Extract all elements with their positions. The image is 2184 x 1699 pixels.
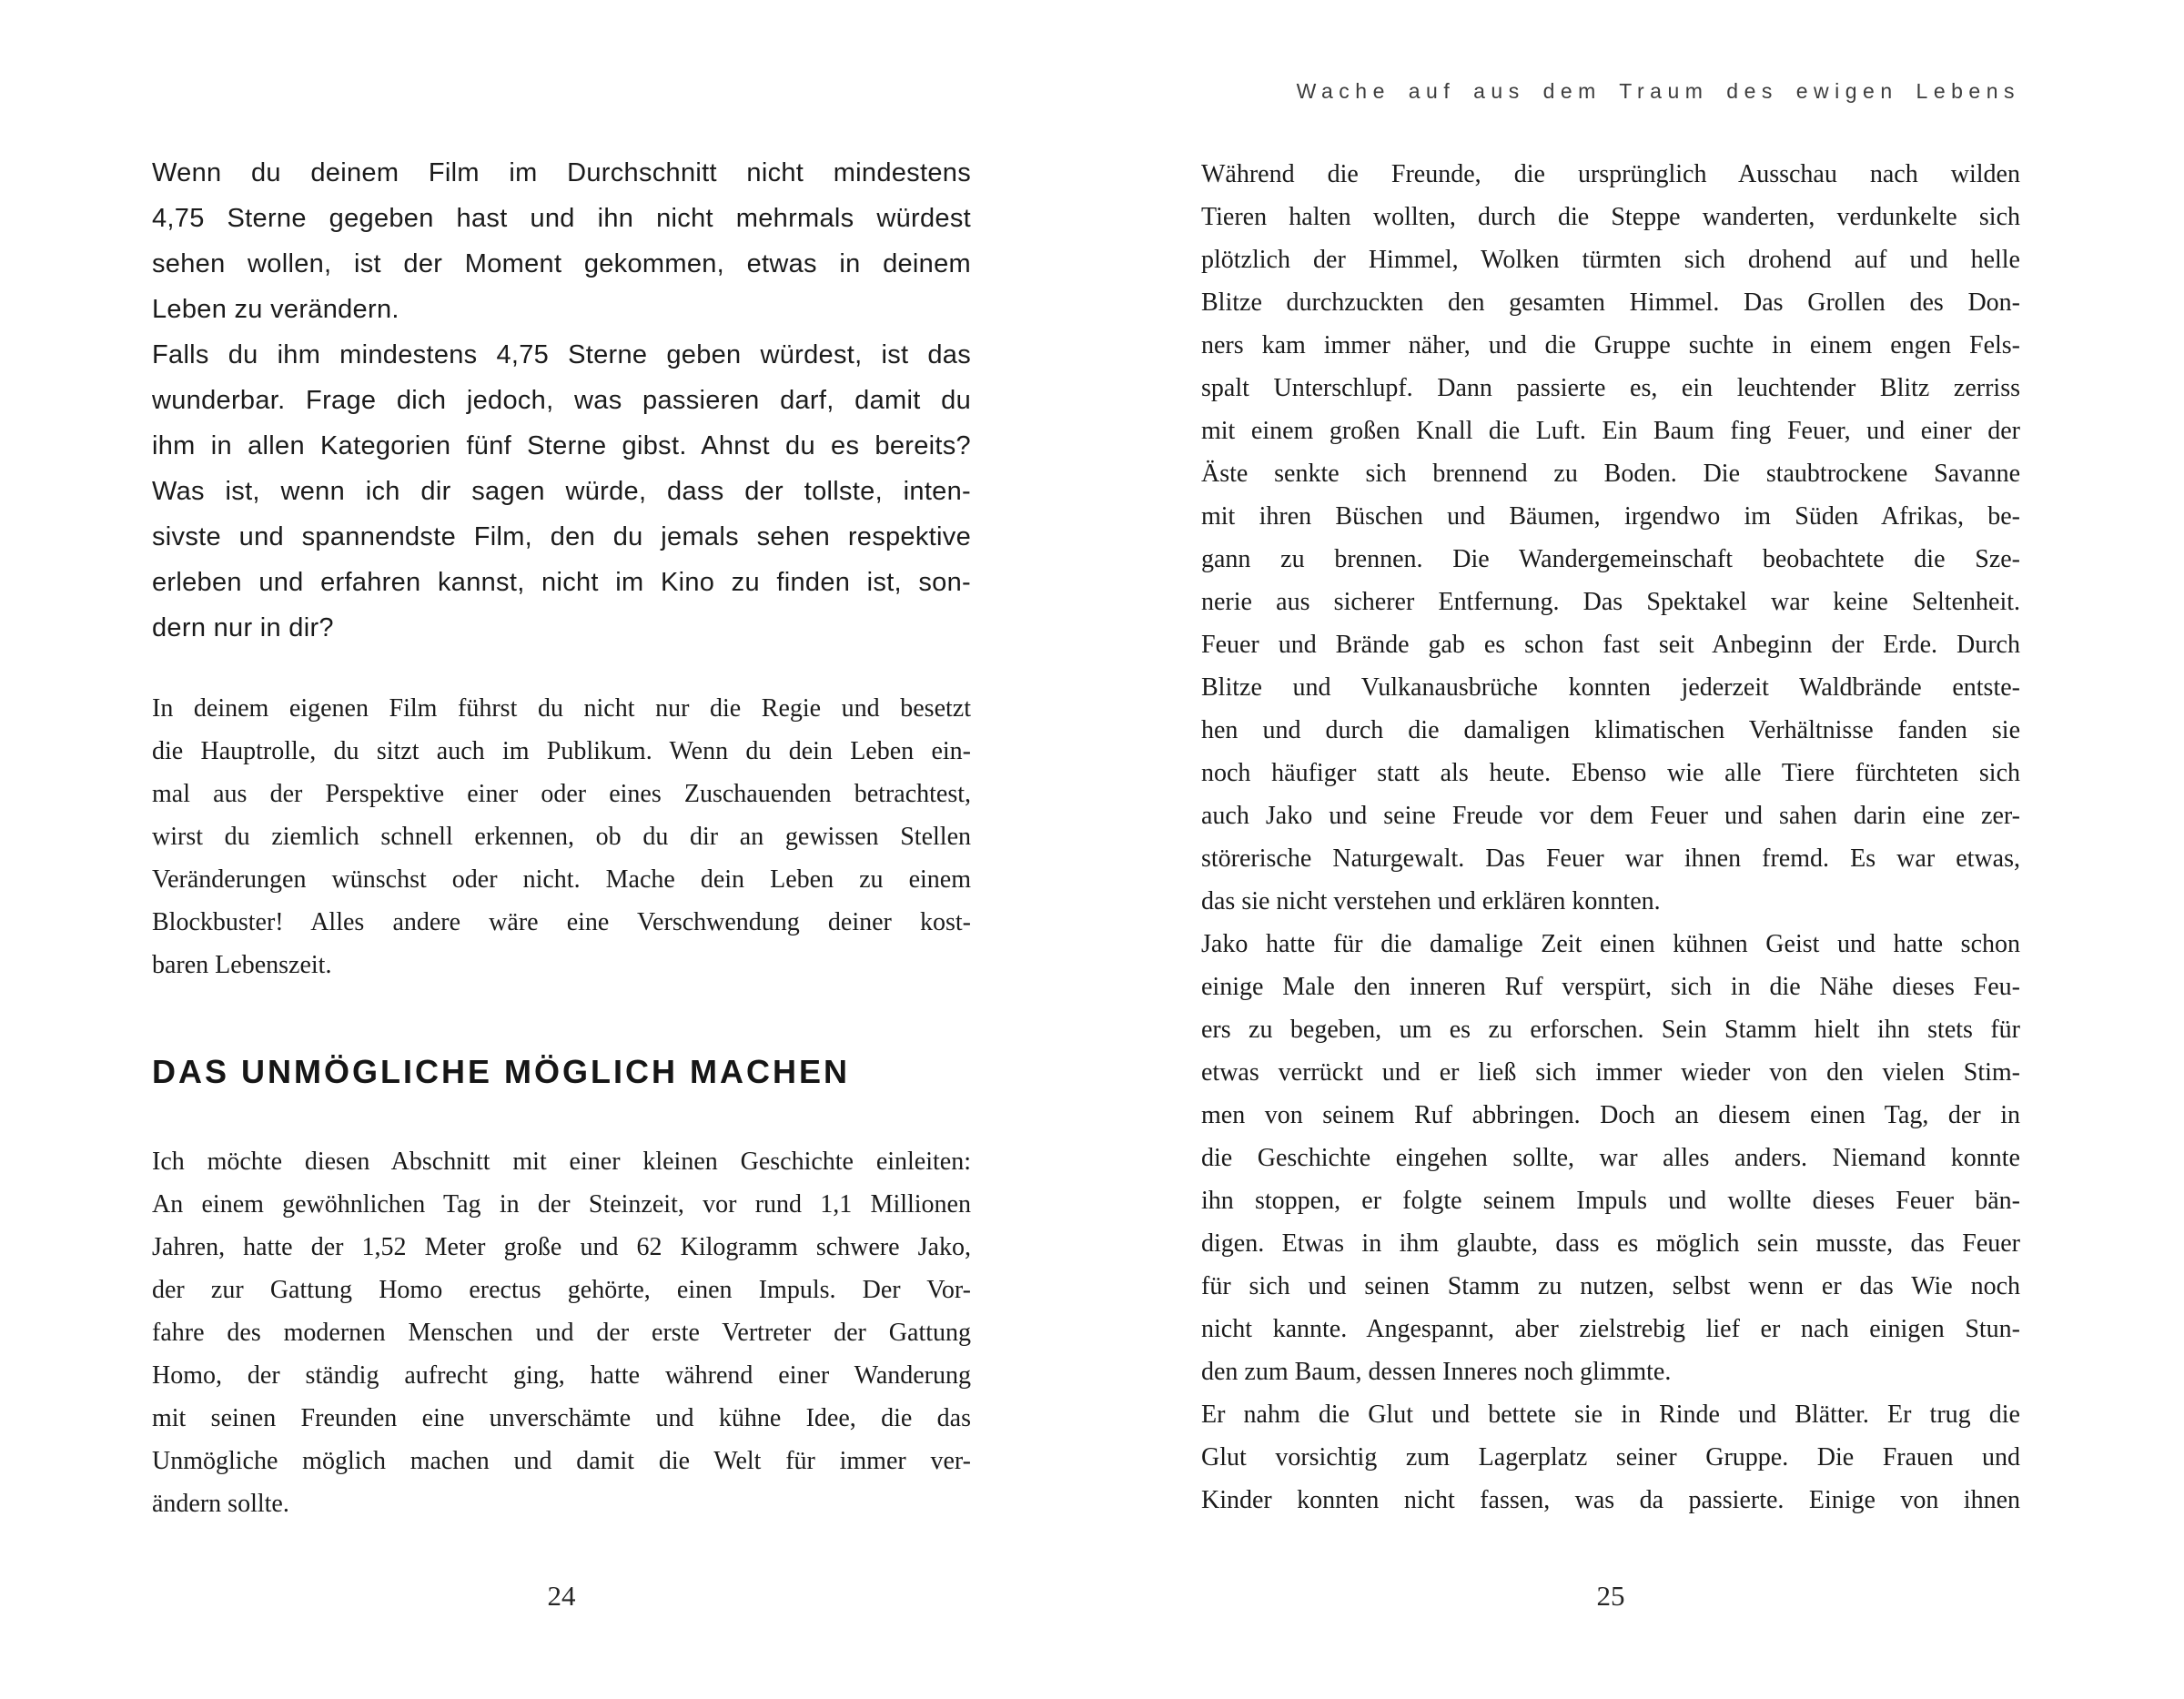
right-page-text-column (1201, 153, 2020, 1522)
text-line: Wenn du deinem Film im Durchschnitt nicht mindestens (152, 158, 971, 187)
text-line: ihn stoppen, er folgte seinem Impuls und wollte dieses Feuer bän- (1201, 1187, 2020, 1215)
text-line: Veränderungen wünschst oder nicht. Mache dein Leben zu einem (152, 865, 971, 894)
running-header: Wache auf aus dem Traum des ewigen Lebens (1296, 79, 2020, 103)
text-line: Unmögliche möglich machen und damit die Welt für immer ver- (152, 1447, 971, 1475)
text-line: die Hauptrolle, du sitzt auch im Publikum. Wenn du dein Leben ein- (152, 737, 971, 765)
text-line: men von seinem Ruf abbringen. Doch an diesem einen Tag, der in (1201, 1101, 2020, 1129)
paragraph-story-intro (152, 1140, 971, 1525)
text-line: gann zu brennen. Die Wandergemeinschaft beobachtete die Sze- (1201, 545, 2020, 573)
text-line: das sie nicht verstehen und erklären konnten. (1201, 887, 1661, 915)
text-line: sehen wollen, ist der Moment gekommen, etwas in deinem (152, 249, 971, 278)
text-line: Blitze und Vulkanausbrüche konnten jederzeit Waldbrände entste- (1201, 673, 2020, 702)
text-line: Während die Freunde, die ursprünglich Ausschau nach wilden (1201, 160, 2020, 188)
text-line: ers zu begeben, um es zu erforschen. Sein Stamm hielt ihn stets für (1201, 1016, 2020, 1044)
text-line: Blitze durchzuckten den gesamten Himmel. Das Grollen des Don- (1201, 288, 2020, 317)
body-text (1201, 153, 2020, 1522)
text-line: Feuer und Brände gab es schon fast seit Anbeginn der Erde. Durch (1201, 631, 2020, 659)
text-line: etwas verrückt und er ließ sich immer wieder von den vielen Stim- (1201, 1058, 2020, 1087)
text-line: hen und durch die damaligen klimatischen Verhältnisse fanden sie (1201, 716, 2020, 744)
text-line: Jako hatte für die damalige Zeit einen kühnen Geist und hatte schon (1201, 930, 2020, 958)
text-line: nicht kannte. Angespannt, aber zielstrebig lief er nach einigen Stun- (1201, 1315, 2020, 1343)
text-line: wunderbar. Frage dich jedoch, was passieren darf, damit du (152, 386, 971, 415)
text-line: einige Male den inneren Ruf verspürt, sich in die Nähe dieses Feu- (1201, 973, 2020, 1001)
text-line: In deinem eigenen Film führst du nicht nur die Regie und besetzt (152, 694, 971, 723)
text-line: 4,75 Sterne gegeben hast und ihn nicht mehrmals würdest (152, 204, 971, 233)
text-line: mit einem großen Knall die Luft. Ein Baum fing Feuer, und einer der (1201, 417, 2020, 445)
text-line: störerische Naturgewalt. Das Feuer war ihnen fremd. Es war etwas, (1201, 844, 2020, 873)
text-line: An einem gewöhnlichen Tag in der Steinzeit, vor rund 1,1 Millionen (152, 1190, 971, 1219)
text-line: spalt Unterschlupf. Dann passierte es, ein leuchtender Blitz zerriss (1201, 374, 2020, 402)
text-line: mit ihren Büschen und Bäumen, irgendwo im Süden Afrikas, be- (1201, 502, 2020, 531)
text-line: plötzlich der Himmel, Wolken türmten sich drohend auf und helle (1201, 246, 2020, 274)
text-line: die Geschichte eingehen sollte, war alles anders. Niemand konnte (1201, 1144, 2020, 1172)
text-line: noch häufiger statt als heute. Ebenso wie alle Tiere fürchteten sich (1201, 759, 2020, 787)
text-line: baren Lebenszeit. (152, 951, 332, 979)
page-number-right: 25 (1596, 1580, 1625, 1612)
text-line: mit seinen Freunden eine unverschämte und kühne Idee, die das (152, 1404, 971, 1432)
text-line: Homo, der ständig aufrecht ging, hatte während einer Wanderung (152, 1361, 971, 1390)
text-line: für sich und seinen Stamm zu nutzen, selbst wenn er das Wie noch (1201, 1272, 2020, 1300)
text-line: Glut vorsichtig zum Lagerplatz seiner Gruppe. Die Frauen und (1201, 1443, 2020, 1471)
text-line: der zur Gattung Homo erectus gehörte, einen Impuls. Der Vor- (152, 1276, 971, 1304)
text-line: nerie aus sicherer Entfernung. Das Spektakel war keine Seltenheit. (1201, 588, 2020, 616)
text-line: Blockbuster! Alles andere wäre eine Verschwendung deiner kost- (152, 908, 971, 936)
text-line: mal aus der Perspektive einer oder eines Zuschauenden betrachtest, (152, 780, 971, 808)
text-line: den zum Baum, dessen Inneres noch glimmte. (1201, 1358, 1672, 1386)
text-line: wirst du ziemlich schnell erkennen, ob du dir an gewissen Stellen (152, 823, 971, 851)
text-line: Ich möchte diesen Abschnitt mit einer kleinen Geschichte einleiten: (152, 1148, 971, 1176)
text-line: Falls du ihm mindestens 4,75 Sterne geben würdest, ist das (152, 340, 971, 369)
text-line: Was ist, wenn ich dir sagen würde, dass der tollste, inten- (152, 477, 971, 506)
text-line: Tieren halten wollten, durch die Steppe wanderten, verdunkelte sich (1201, 203, 2020, 231)
paragraph-own-film (152, 687, 971, 986)
text-line: dern nur in dir? (152, 613, 334, 642)
text-line: auch Jako und seine Freude vor dem Feuer und sahen darin eine zer- (1201, 802, 2020, 830)
text-line: ihm in allen Kategorien fünf Sterne gibst. Ahnst du es bereits? (152, 431, 971, 460)
text-line: ändern sollte. (152, 1490, 289, 1518)
text-line: Leben zu verändern. (152, 295, 399, 324)
text-line: Äste senkte sich brennend zu Boden. Die staubtrockene Savanne (1201, 460, 2020, 488)
text-line: Er nahm die Glut und bettete sie in Rinde und Blätter. Er trug die (1201, 1401, 2020, 1429)
text-line: Kinder konnten nicht fassen, was da passierte. Einige von ihnen (1201, 1486, 2020, 1514)
text-line: sivste und spannendste Film, den du jemals sehen respektive (152, 522, 971, 551)
text-line: Jahren, hatte der 1,52 Meter große und 62 Kilogramm schwere Jako, (152, 1233, 971, 1261)
page-number-left: 24 (547, 1580, 576, 1612)
left-page-text-column (152, 150, 971, 1525)
intro-paragraph-sans (152, 150, 971, 651)
text-line: erleben und erfahren kannst, nicht im Kino zu finden ist, son- (152, 568, 971, 597)
text-line: fahre des modernen Menschen und der erste Vertreter der Gattung (152, 1319, 971, 1347)
section-heading: DAS UNMÖGLICHE MÖGLICH MACHEN (152, 1053, 850, 1090)
text-line: ners kam immer näher, und die Gruppe suchte in einem engen Fels- (1201, 331, 2020, 359)
text-line: digen. Etwas in ihm glaubte, dass es möglich sein musste, das Feuer (1201, 1229, 2020, 1258)
